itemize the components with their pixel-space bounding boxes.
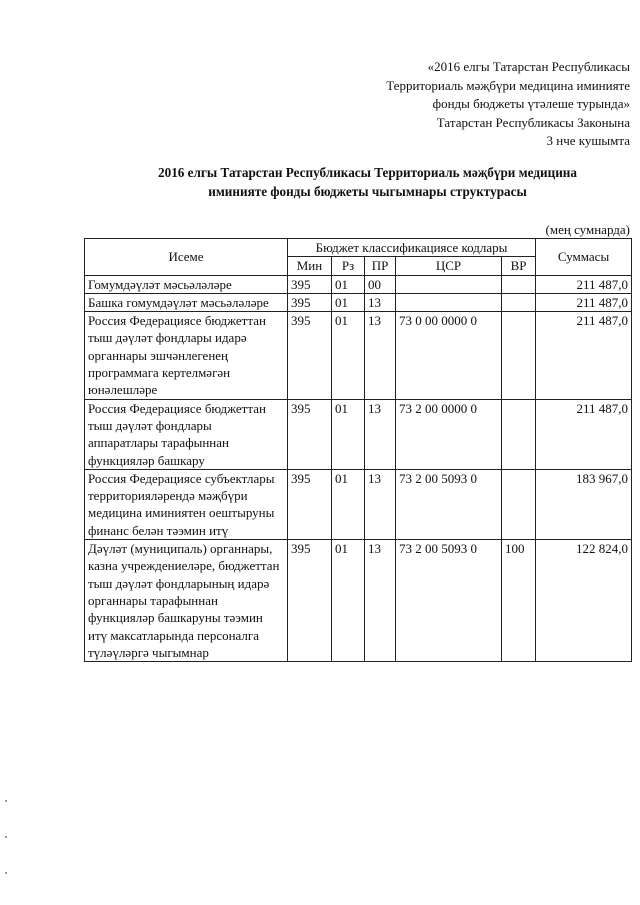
row-name: Россия Федерациясе бюджеттан тыш дәүләт фондлары идарә органнары эшчәнлегенең программага кертелмәгән юнәлешләре xyxy=(85,312,288,399)
row-min: 395 xyxy=(288,293,332,311)
scan-speck xyxy=(5,800,7,802)
units-note: (мең сумнарда) xyxy=(545,222,630,237)
row-amount: 122 824,0 xyxy=(536,540,632,662)
row-rz: 01 xyxy=(332,540,365,662)
row-amount: 211 487,0 xyxy=(536,399,632,469)
row-pr: 13 xyxy=(365,312,396,399)
row-min: 395 xyxy=(288,275,332,293)
row-rz: 01 xyxy=(332,275,365,293)
scan-speck xyxy=(5,872,7,874)
row-pr: 13 xyxy=(365,293,396,311)
row-csr: 73 2 00 5093 0 xyxy=(396,469,502,539)
document-title-line-1: 2016 елгы Татарстан Республикасы Территориаль мәҗбүри медицина xyxy=(158,165,577,180)
table-row xyxy=(85,399,632,469)
annex-line-4: Татарстан Республикасы Законына xyxy=(436,114,630,130)
table-row xyxy=(85,275,632,293)
row-pr: 13 xyxy=(365,399,396,469)
row-amount: 211 487,0 xyxy=(536,293,632,311)
row-pr: 13 xyxy=(365,469,396,539)
row-csr xyxy=(396,293,502,311)
row-min: 395 xyxy=(288,399,332,469)
document-title xyxy=(105,163,630,201)
table-row xyxy=(85,540,632,662)
row-vr xyxy=(502,399,536,469)
row-amount: 211 487,0 xyxy=(536,275,632,293)
row-name: Башка гомумдәүләт мәсьәләләре xyxy=(85,293,288,311)
header-row xyxy=(85,239,632,257)
row-vr xyxy=(502,312,536,399)
row-name: Россия Федерациясе субъектлары территорияләрендә мәҗбүри медицина иминиятен оештыруны финанс белән тәэмин итү xyxy=(85,469,288,539)
row-amount: 211 487,0 xyxy=(536,312,632,399)
row-vr xyxy=(502,469,536,539)
row-min: 395 xyxy=(288,540,332,662)
row-name: Россия Федерациясе бюджеттан тыш дәүләт фондлары аппаратлары тарафыннан функцияләр башкару xyxy=(85,399,288,469)
table-row xyxy=(85,469,632,539)
row-rz: 01 xyxy=(332,293,365,311)
table-header xyxy=(85,239,632,276)
row-rz: 01 xyxy=(332,469,365,539)
annex-line-5: 3 нче кушымта xyxy=(546,133,630,148)
row-amount: 183 967,0 xyxy=(536,469,632,539)
header-classification-codes: Бюджет классификациясе кодлары xyxy=(288,239,536,257)
row-vr xyxy=(502,293,536,311)
row-rz: 01 xyxy=(332,399,365,469)
row-pr: 13 xyxy=(365,540,396,662)
row-csr: 73 2 00 0000 0 xyxy=(396,399,502,469)
annex-line-2: Территориаль мәҗбүри медицина иминияте xyxy=(386,77,630,93)
row-csr xyxy=(396,275,502,293)
table-body xyxy=(85,275,632,662)
row-min: 395 xyxy=(288,312,332,399)
budget-table xyxy=(84,238,632,662)
header-csr: ЦСР xyxy=(396,257,502,275)
row-csr: 73 2 00 5093 0 xyxy=(396,540,502,662)
row-name: Гомумдәүләт мәсьәләләре xyxy=(85,275,288,293)
header-rz: Рз xyxy=(332,257,365,275)
header-min: Мин xyxy=(288,257,332,275)
header-pr: ПР xyxy=(365,257,396,275)
header-name: Исеме xyxy=(85,239,288,276)
row-vr xyxy=(502,275,536,293)
scan-speck xyxy=(5,836,7,838)
annex-reference xyxy=(270,58,630,151)
document-title-line-2: иминияте фонды бюджеты чыгымнары структурасы xyxy=(208,184,527,199)
row-rz: 01 xyxy=(332,312,365,399)
header-amount: Суммасы xyxy=(536,239,632,276)
table-row xyxy=(85,293,632,311)
row-vr: 100 xyxy=(502,540,536,662)
row-pr: 00 xyxy=(365,275,396,293)
row-csr: 73 0 00 0000 0 xyxy=(396,312,502,399)
row-name: Дәүләт (муниципаль) органнары, казна учреждениеләре, бюджеттан тыш дәүләт фондларының идарә органнары тарафыннан функцияләр башкаруны тәэмин итү максатларында персоналга түләүләргә чыгымнар xyxy=(85,540,288,662)
row-min: 395 xyxy=(288,469,332,539)
annex-line-1: «2016 елгы Татарстан Республикасы xyxy=(427,59,630,74)
header-vr: ВР xyxy=(502,257,536,275)
annex-line-3: фонды бюджеты үтәлеше турында» xyxy=(432,96,630,111)
table-row xyxy=(85,312,632,399)
